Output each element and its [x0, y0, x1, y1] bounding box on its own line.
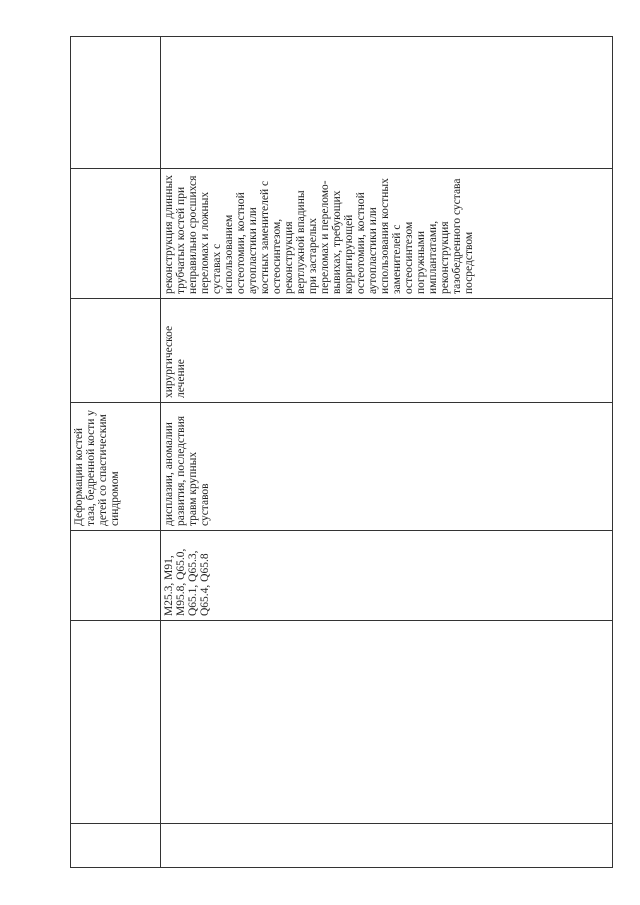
rotated-page	[70, 37, 612, 868]
cell-lower-3	[161, 531, 613, 621]
table-row-lower	[161, 37, 613, 868]
cell-upper-7	[71, 37, 161, 169]
cell-lower-1	[161, 824, 613, 868]
cell-lower-6	[161, 169, 613, 299]
cell-upper-4	[71, 403, 161, 531]
cell-lower-2	[161, 621, 613, 824]
cell-upper-3	[71, 531, 161, 621]
condition-description: дисплазии, аномалии развития, последствия травм крупных суставов	[163, 415, 211, 526]
procedures-table	[70, 36, 613, 868]
cell-upper-6	[71, 169, 161, 299]
treatment-type: хирургическое лечение	[163, 325, 187, 398]
diagnosis-title: Деформации костей таза, бедренной кости у детей со спастическим синдромом	[73, 409, 121, 526]
icd-codes: M25.3, M91, M95.8, Q65.0, Q65.1, Q65.3, Q65.4, Q65.8	[163, 548, 211, 616]
cell-upper-1	[71, 824, 161, 868]
cell-lower-5	[161, 299, 613, 403]
table-row-upper	[71, 37, 161, 868]
method-description: реконструкция длинных трубчатых костей при неправильно сросшихся переломах и ложных суставах с использованием остеотомии, костной аутопластики или костных заменителей с остеосинтезом, реконструкция вертлужной впадины при застарелых переломах и переломо-вывихах, требующих корригирующей остеотомии, костной аутопластики или использования костных заменителей с остеосинтезом погружными имплантатами, реконструкция тазобедренного сустава посредством	[163, 175, 475, 294]
cell-lower-7	[161, 37, 613, 169]
cell-upper-5	[71, 299, 161, 403]
cell-upper-2	[71, 621, 161, 824]
cell-lower-4	[161, 403, 613, 531]
